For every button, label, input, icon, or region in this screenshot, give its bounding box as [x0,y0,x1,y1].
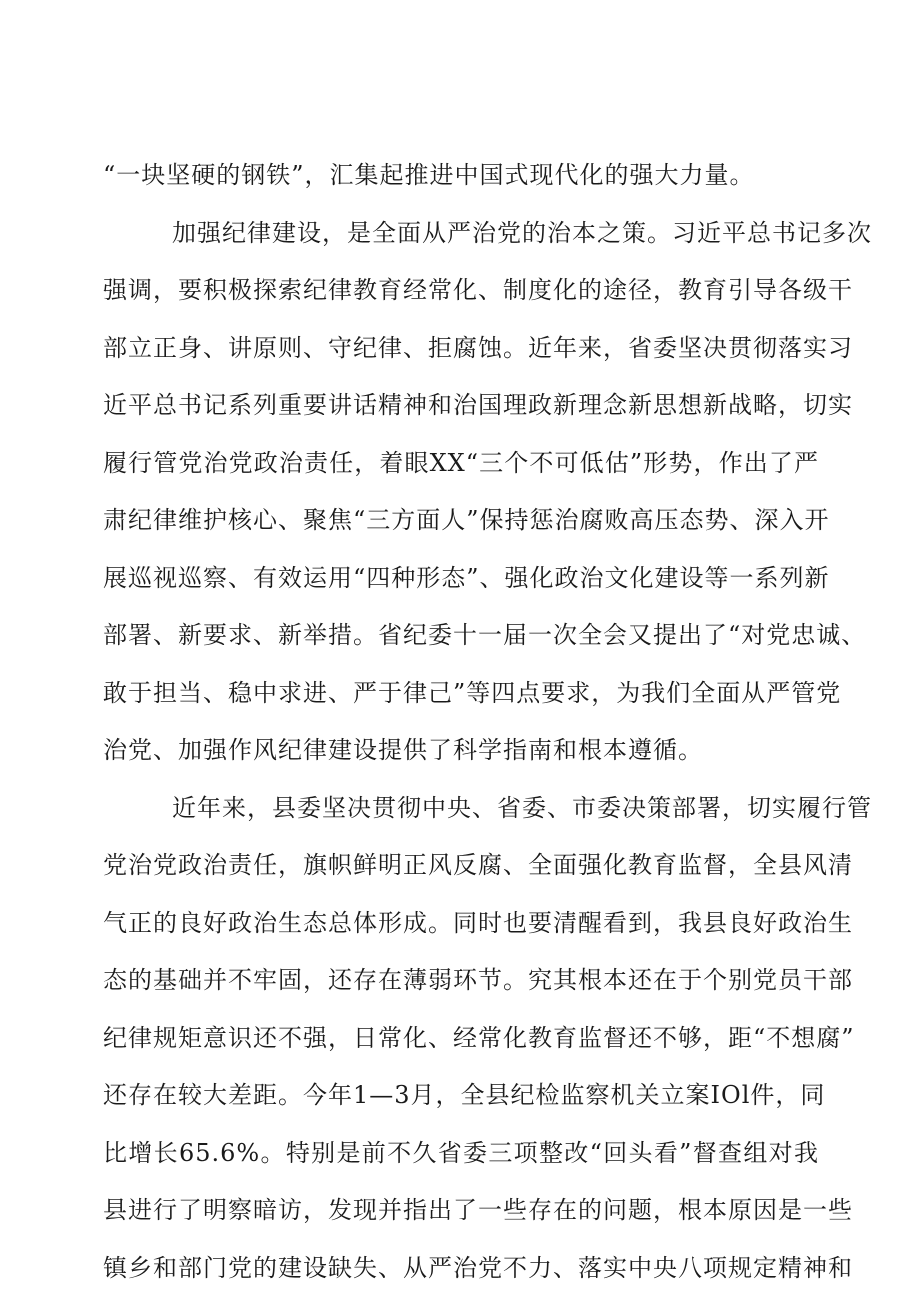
paragraph-2-line-10: 治党、加强作风纪律建设提供了科学指南和根本遵循。 [103,736,703,764]
paragraph-3-line-9: 镇乡和部门党的建设缺失、从严治党不力、落实中央八项规定精神和 [103,1254,853,1282]
paragraph-3-line-3: 气正的良好政治生态总体形成。同时也要清醒看到，我县良好政治生 [103,909,853,937]
paragraph-2-line-4: 近平总书记系列重要讲话精神和治国理政新理念新思想新战略，切实 [103,391,853,419]
paragraph-3-line-4: 态的基础并不牢固，还存在薄弱环节。究其根本还在于个别党员干部 [103,966,853,994]
paragraph-2-line-8: 部署、新要求、新举措。省纪委十一届一次全会又提出了“对党忠诚、 [103,621,867,649]
paragraph-2-line-2: 强调，要积极探索纪律教育经常化、制度化的途径，教育引导各级干 [103,276,853,304]
paragraph-2-line-9: 敢于担当、稳中求进、严于律己”等四点要求，为我们全面从严管党 [103,679,842,707]
paragraph-3-line-2: 党治党政治责任，旗帜鲜明正风反腐、全面强化教育监督，全县风清 [103,851,853,879]
paragraph-3-line-6: 还存在较大差距。今年1—3月，全县纪检监察机关立案IOl件，同 [103,1081,826,1109]
paragraph-1-line-1: “一块坚硬的钢铁”，汇集起推进中国式现代化的强大力量。 [103,161,755,189]
paragraph-2-line-6: 肃纪律维护核心、聚焦“三方面人”保持惩治腐败高压态势、深入开 [103,506,830,534]
paragraph-2-line-1: 加强纪律建设，是全面从严治党的治本之策。习近平总书记多次 [172,219,872,247]
paragraph-2-line-7: 展巡视巡察、有效运用“四种形态”、强化政治文化建设等一系列新 [103,564,830,592]
paragraph-2-line-3: 部立正身、讲原则、守纪律、拒腐蚀。近年来，省委坚决贯彻落实习 [103,334,853,362]
paragraph-3-line-8: 县进行了明察暗访，发现并指出了一些存在的问题，根本原因是一些 [103,1196,853,1224]
paragraph-3-line-7: 比增长65.6%。特别是前不久省委三项整改“回头看”督查组对我 [103,1139,819,1167]
paragraph-2-line-5: 履行管党治党政治责任，着眼XX“三个不可低估”形势，作出了严 [103,449,819,477]
paragraph-3-line-1: 近年来，县委坚决贯彻中央、省委、市委决策部署，切实履行管 [172,794,872,822]
paragraph-3-line-5: 纪律规矩意识还不强，日常化、经常化教育监督还不够，距“不想腐” [103,1024,855,1052]
